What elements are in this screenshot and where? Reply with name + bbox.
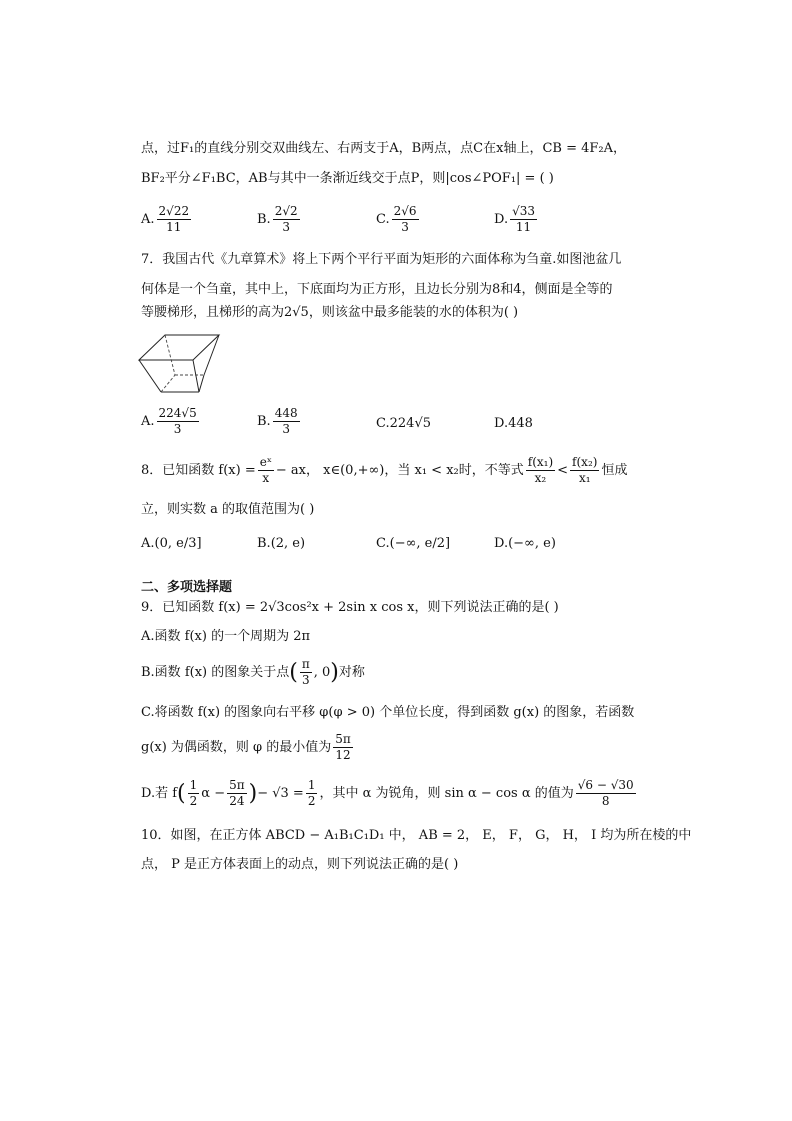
q7-line3: 等腰梯形，且梯形的高为2√5，则该盆中最多能装的水的体积为( ) <box>141 305 519 320</box>
q7-option-a: A. $\frac{224√5}{3}$ <box>141 406 197 436</box>
q8-line2: 立，则实数 a 的取值范围为( ) <box>141 502 315 517</box>
q6-option-c: C. $\frac{2√6}{3}$ <box>376 204 417 234</box>
q6-option-b: B. $\frac{2√2}{3}$ <box>257 204 298 234</box>
q6-option-d: D. $\frac{√33}{11}$ <box>494 204 536 234</box>
q10-line1: 10．如图，在正方体 ABCD − A₁B₁C₁D₁ 中， AB = 2， E， F， G， H， I 均为所在棱的中 <box>141 828 692 843</box>
q8-option-b: B. (2, e) <box>257 536 306 551</box>
q9-option-c-line1: C.将函数 f(x) 的图象向右平移 φ(φ > 0) 个单位长度，得到函数 g(x) 的图象，若函数 <box>141 705 635 720</box>
q9-stem: 9．已知函数 f(x) = 2√3cos²x + 2sin x cos x，则下列说法正确的是( ) <box>141 600 559 615</box>
q8-option-a: A. (0, e/3] <box>141 536 202 551</box>
q7-option-b: B. $\frac{448}{3}$ <box>257 406 298 436</box>
q10-line2: 点， P 是正方体表面上的动点，则下列说法正确的是( ) <box>141 857 459 872</box>
q9-option-b: B.函数 f(x) 的图象关于点 ( $\frac{\pi}{3}$ , 0 ) 对称 <box>141 657 365 687</box>
q7-option-d: D. 448 <box>494 416 533 431</box>
q6-line2: BF₂平分∠F₁BC，AB与其中一条渐近线交于点P，则|cos∠POF₁| = ( ) <box>141 171 554 186</box>
q7-line2: 何体是一个刍童，其中上，下底面均为正方形，且边长分别为8和4，侧面是全等的 <box>141 282 613 297</box>
frustum-figure <box>138 330 222 400</box>
q8-line1: 8．已知函数 f(x) = $\frac{\text{eˣ}}{x}$ − ax， x∈(0,+∞)，当 x₁ < x₂时，不等式 $\frac{\text{f(x₁)}}{\text{x₂}}$ < $\frac{\text{f(x₂)}}{\text{x₁}}$ 恒成 <box>141 455 628 485</box>
q9-option-c-line2: g(x) 为偶函数，则 φ 的最小值为 $\frac{5\pi}{12}$ <box>141 732 351 762</box>
q7-option-c: C. 224√5 <box>376 416 431 431</box>
q6-option-a: A. $\frac{2√22}{11}$ <box>141 204 190 234</box>
q9-option-d: D.若 f ( $\frac{1}{2}$ α − $\frac{5\pi}{24}$ ) − √3 = $\frac{1}{2}$ ，其中 α 为锐角，则 sin α − cos α 的值为 $\frac{√6 - √30}{8}$ <box>141 778 634 808</box>
q8-option-d: D. (−∞, e) <box>494 536 556 551</box>
q6-line1: 点，过F₁的直线分别交双曲线左、右两支于A，B两点，点C在x轴上，CB = 4F₂A， <box>141 141 626 156</box>
q7-line1: 7．我国古代《九章算术》将上下两个平行平面为矩形的六面体称为刍童.如图池盆几 <box>141 252 622 267</box>
q8-option-c: C. (−∞, e/2] <box>376 536 451 551</box>
q9-option-a: A.函数 f(x) 的一个周期为 2π <box>141 629 311 644</box>
section-title: 二、多项选择题 <box>141 580 233 595</box>
